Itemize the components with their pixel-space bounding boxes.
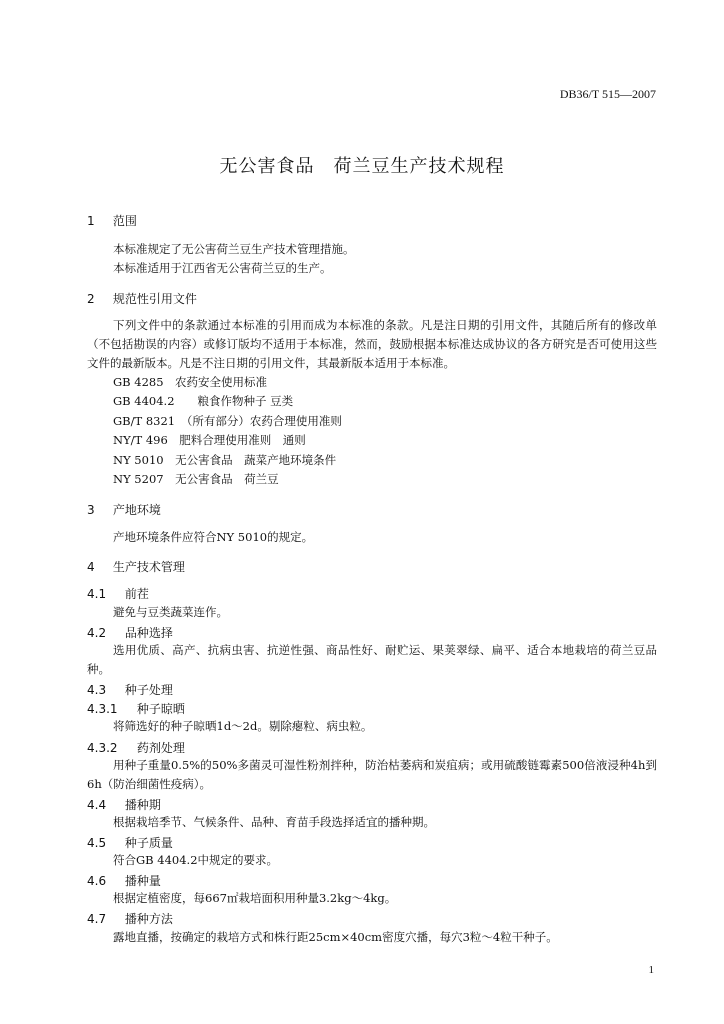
reference-item: NY/T 496 肥料合理使用准则 通则 bbox=[113, 433, 306, 447]
paragraph: 露地直播，按确定的栽培方式和株行距25cm×40cm密度穴播，每穴3粒～4粒干种子。 bbox=[113, 930, 558, 944]
paragraph: 避免与豆类蔬菜连作。 bbox=[113, 605, 228, 619]
section-title: 规范性引用文件 bbox=[112, 292, 197, 306]
section-title: 种子晾晒 bbox=[136, 702, 185, 716]
paragraph: 根据栽培季节、气候条件、品种、育苗手段选择适宜的播种期。 bbox=[113, 815, 435, 829]
subsection-heading bbox=[87, 681, 173, 698]
section-number: 4.2 bbox=[87, 626, 107, 640]
section-number: 4.4 bbox=[87, 798, 107, 812]
subsection-heading bbox=[87, 585, 149, 602]
paragraph: 产地环境条件应符合NY 5010的规定。 bbox=[113, 530, 314, 544]
paragraph: 将筛选好的种子晾晒1d～2d。剔除瘪粒、病虫粒。 bbox=[113, 719, 373, 733]
paragraph: 符合GB 4404.2中规定的要求。 bbox=[113, 853, 279, 867]
reference-item: NY 5010 无公害食品 蔬菜产地环境条件 bbox=[113, 453, 337, 467]
paragraph: 选用优质、高产、抗病虫害、抗逆性强、商品性好、耐贮运、果荚翠绿、扁平、适合本地栽培的荷兰豆品种。 bbox=[87, 643, 657, 676]
subsection-heading bbox=[87, 624, 173, 641]
section-title: 药剂处理 bbox=[136, 741, 185, 755]
section-number: 4.3 bbox=[87, 683, 107, 697]
document-title: 无公害食品 荷兰豆生产技术规程 bbox=[219, 156, 505, 177]
section-title: 前茬 bbox=[124, 587, 149, 601]
paragraph: 下列文件中的条款通过本标准的引用而成为本标准的条款。凡是注日期的引用文件，其随后所有的修改单（不包括勘误的内容）或修订版均不适用于本标准，然而，鼓励根据本标准达成协议的各方研究是否可使用这些文件的最新版本。凡是不注日期的引用文件，其最新版本适用于本标准。 bbox=[87, 318, 657, 370]
reference-item: GB/T 8321 （所有部分）农药合理使用准则 bbox=[113, 414, 342, 428]
section-title: 播种量 bbox=[124, 874, 161, 888]
section-heading-4 bbox=[87, 558, 185, 575]
section-heading-3 bbox=[87, 501, 161, 518]
section-number: 4.1 bbox=[87, 587, 107, 601]
section-title: 生产技术管理 bbox=[112, 560, 185, 574]
section-number: 1 bbox=[87, 214, 95, 228]
section-title: 播种方法 bbox=[124, 912, 173, 926]
section-heading-1 bbox=[87, 212, 137, 229]
section-number: 4.7 bbox=[87, 912, 107, 926]
paragraph: 本标准适用于江西省无公害荷兰豆的生产。 bbox=[113, 261, 332, 275]
section-number: 4 bbox=[87, 560, 95, 574]
section-title: 产地环境 bbox=[112, 503, 161, 517]
page-number: 1 bbox=[648, 964, 654, 976]
section-number: 3 bbox=[87, 503, 95, 517]
section-heading-2 bbox=[87, 290, 197, 307]
section-title: 播种期 bbox=[124, 798, 161, 812]
section-title: 范围 bbox=[112, 214, 137, 228]
section-title: 种子质量 bbox=[124, 836, 173, 850]
section-number: 4.6 bbox=[87, 874, 107, 888]
section-title: 种子处理 bbox=[124, 683, 173, 697]
subsection-heading bbox=[87, 872, 161, 889]
reference-item: GB 4404.2 粮食作物种子 豆类 bbox=[113, 394, 294, 408]
subsection-heading bbox=[87, 834, 173, 851]
reference-item: GB 4285 农药安全使用标准 bbox=[113, 375, 268, 389]
subsection-heading bbox=[87, 700, 185, 717]
section-number: 4.5 bbox=[87, 836, 107, 850]
paragraph: 根据定植密度，每667㎡栽培面积用种量3.2kg～4kg。 bbox=[113, 891, 397, 905]
paragraph: 用种子重量0.5%的50%多菌灵可湿性粉剂拌种，防治枯萎病和炭疽病；或用硫酸链霉素500倍液浸种4h到6h（防治细菌性疫病）。 bbox=[87, 758, 657, 791]
section-number: 4.3.2 bbox=[87, 741, 118, 755]
section-number: 2 bbox=[87, 292, 95, 306]
subsection-heading bbox=[87, 910, 173, 927]
reference-item: NY 5207 无公害食品 荷兰豆 bbox=[113, 472, 279, 486]
subsection-heading bbox=[87, 796, 161, 813]
section-title: 品种选择 bbox=[124, 626, 173, 640]
section-number: 4.3.1 bbox=[87, 702, 118, 716]
standard-code: DB36/T 515—2007 bbox=[559, 87, 656, 101]
subsection-heading bbox=[87, 739, 185, 756]
paragraph: 本标准规定了无公害荷兰豆生产技术管理措施。 bbox=[113, 242, 355, 256]
